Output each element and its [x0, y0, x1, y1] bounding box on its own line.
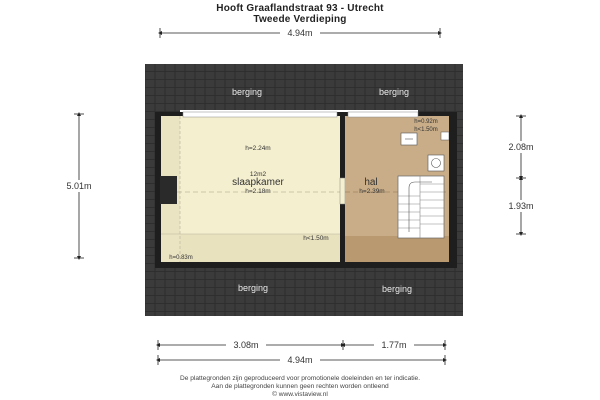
dimension-bottom-split — [158, 339, 445, 350]
window-top-hall — [348, 112, 418, 117]
sink-icon — [441, 132, 449, 140]
disclaimer-line-2: Aan de plattegronden kunnen geen rechten worden ontleend — [211, 383, 389, 390]
washing-machine-icon — [428, 155, 444, 171]
door-bedroom — [340, 178, 345, 204]
dimension-bottom-right-label: 1.77m — [381, 340, 407, 350]
dimension-top-label: 4.94m — [287, 28, 313, 38]
dimension-left-label: 5.01m — [66, 181, 92, 191]
plan-subtitle: Tweede Verdieping — [253, 14, 347, 25]
hal-height-top2: h<1.50m — [414, 127, 438, 133]
plan-title: Hooft Graaflandstraat 93 - Utrecht — [216, 3, 384, 14]
hal-height: h=2.39m — [359, 188, 385, 195]
hal-name: hal — [364, 177, 378, 188]
window-top-bedroom — [183, 112, 337, 117]
hal-low-zone — [345, 236, 449, 262]
disclaimer-line-1: De plattegronden zijn geproduceerd voor promotionele doeleinden en ter indicatie. — [179, 375, 421, 382]
chimney — [160, 176, 177, 204]
berging-top-left-label: berging — [231, 87, 263, 97]
berging-bottom-left-label: berging — [237, 283, 269, 293]
berging-bottom-right-label: berging — [381, 284, 413, 294]
slaapkamer-area: 12m2 — [249, 171, 267, 178]
dimension-bottom-left-label: 3.08m — [233, 340, 259, 350]
dimension-bottom-total — [158, 354, 445, 365]
dimension-top-width — [160, 27, 440, 38]
dimension-right-lower-label: 1.93m — [508, 201, 534, 211]
copyright: © www.vistaview.nl — [272, 391, 328, 398]
berging-top-right-label: berging — [378, 87, 410, 97]
hal-height-top1: h=0.92m — [414, 119, 438, 125]
boiler-icon — [401, 133, 417, 145]
dimension-right — [500, 116, 542, 234]
slaapkamer-height-mid: h=2.18m — [245, 188, 271, 195]
dimension-left-height — [58, 114, 100, 258]
slaapkamer-height-edge: h=0.83m — [169, 255, 193, 261]
slaapkamer-height-ridge: h=2.24m — [245, 145, 271, 152]
dimension-right-upper-label: 2.08m — [508, 142, 534, 152]
dimension-bottom-total-label: 4.94m — [287, 355, 313, 365]
staircase — [398, 176, 444, 238]
right-wall — [449, 116, 457, 262]
slaapkamer-name: slaapkamer — [232, 177, 284, 188]
slaapkamer-height-low: h<1.50m — [303, 235, 329, 242]
